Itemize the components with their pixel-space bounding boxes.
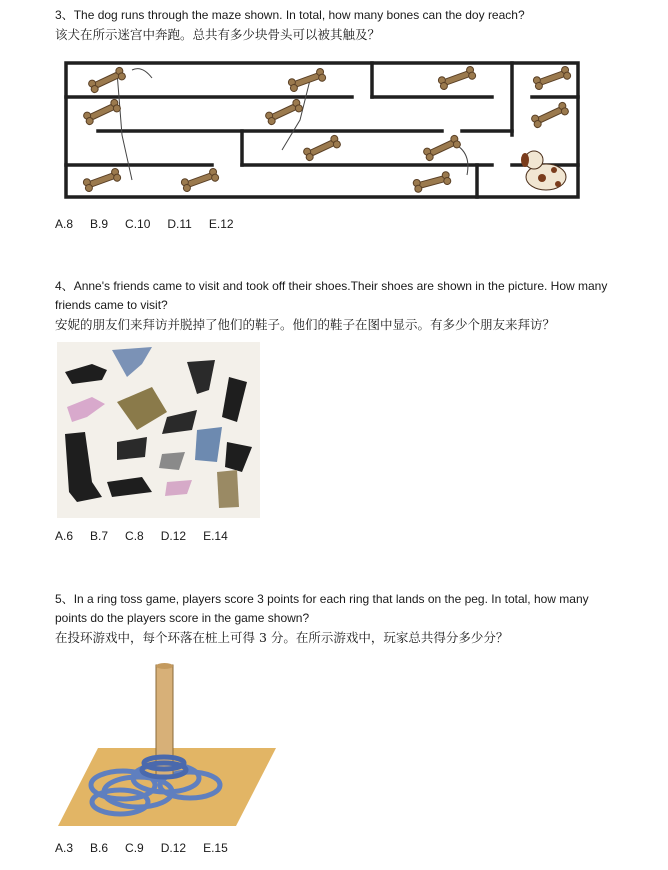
- option[interactable]: D.11: [167, 217, 192, 231]
- option[interactable]: E.14: [203, 529, 228, 543]
- option[interactable]: B.7: [90, 529, 109, 543]
- question-3: [55, 6, 615, 44]
- dog-icon: [521, 151, 566, 190]
- option[interactable]: C.10: [125, 217, 151, 231]
- option[interactable]: A.8: [55, 217, 74, 231]
- question-5-english: [55, 590, 615, 628]
- bone-icon: [437, 66, 476, 91]
- option[interactable]: D.12: [160, 529, 187, 543]
- ring-toss-figure: [58, 660, 278, 828]
- option[interactable]: B.6: [90, 841, 109, 855]
- answer-options: [55, 841, 245, 855]
- bone-icon: [287, 68, 326, 93]
- option[interactable]: C.8: [125, 529, 144, 543]
- option[interactable]: A.6: [55, 529, 74, 543]
- bone-icon: [412, 171, 451, 193]
- question-number: 3、: [55, 8, 74, 22]
- question-4: [55, 277, 615, 334]
- maze-figure: [62, 60, 584, 202]
- question-number: 5、: [55, 592, 74, 606]
- bone-icon: [302, 134, 341, 161]
- bone-icon: [532, 66, 571, 91]
- option[interactable]: D.12: [160, 841, 187, 855]
- question-4-english: [55, 277, 615, 315]
- option[interactable]: A.3: [55, 841, 74, 855]
- bone-icon: [264, 98, 303, 125]
- question-3-english: [55, 6, 615, 25]
- bone-icon: [82, 168, 121, 193]
- question-5: [55, 590, 615, 647]
- question-3-chinese: 该犬在所示迷宫中奔跑。总共有多少块骨头可以被其触及？: [55, 27, 381, 42]
- option[interactable]: C.9: [125, 841, 144, 855]
- answer-options: [55, 529, 245, 543]
- option[interactable]: E.12: [208, 217, 234, 231]
- option[interactable]: E.15: [203, 841, 228, 855]
- option[interactable]: B.9: [90, 217, 109, 231]
- question-text: In a ring toss game, players score 3 points for each ring that lands on the peg. In total, how many points do the players score in the game shown?: [55, 592, 589, 625]
- peg: [156, 663, 173, 777]
- question-number: 4、: [55, 279, 74, 293]
- bone-icon: [180, 168, 219, 193]
- question-5-chinese: 在投环游戏中，每个环落在桩上可得 3 分。在所示游戏中，玩家总共得分多少分？: [55, 630, 509, 645]
- question-4-chinese: 安妮的朋友们来拜访并脱掉了他们的鞋子。他们的鞋子在图中显示。有多少个朋友来拜访？: [55, 317, 556, 332]
- tan-boot-icon: [217, 470, 239, 508]
- bone-icon: [530, 101, 569, 128]
- answer-options: [55, 217, 251, 231]
- bone-icon: [82, 98, 121, 125]
- question-text: The dog runs through the maze shown. In total, how many bones can the doy reach?: [73, 8, 525, 22]
- question-text: Anne's friends came to visit and took off their shoes.Their shoes are shown in the picture. How many friends came to visit?: [55, 279, 608, 312]
- bone-icon: [87, 66, 126, 93]
- shoes-figure: [57, 342, 260, 518]
- bone-icon: [422, 134, 461, 161]
